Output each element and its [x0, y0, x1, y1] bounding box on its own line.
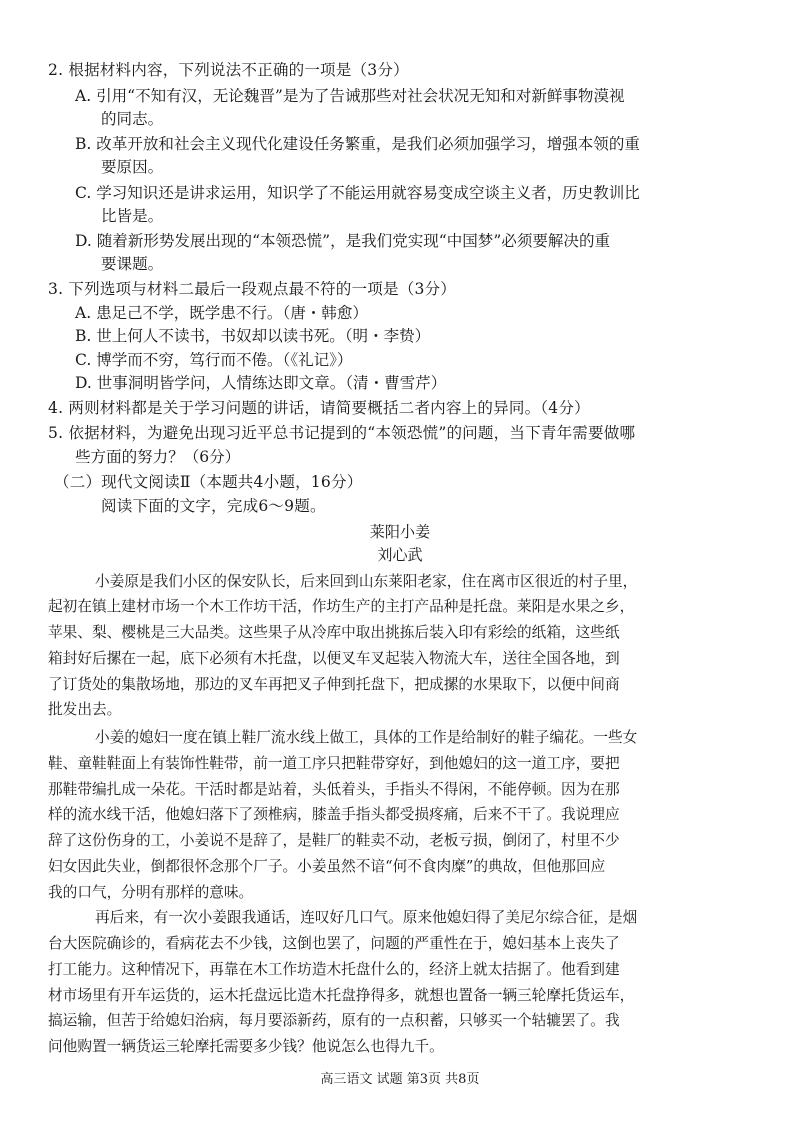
paragraph-3-line: 再后来，有一次小姜跟我通话，连叹好几口气。原来他媳妇得了美尼尔综合征，是烟	[95, 909, 638, 927]
question-3-option-b: B. 世上何人不读书，书奴却以读书死。（明・李贽）	[75, 327, 431, 346]
question-2-option-c: C. 学习知识还是讲求运用，知识学了不能运用就容易变成空谈主义者，历史教训比	[75, 184, 640, 203]
question-2-option-a-cont: 的同志。	[101, 110, 164, 129]
paragraph-2-line: 我的口气，分明有那样的意味。	[48, 883, 254, 901]
article-title: 莱阳小姜	[369, 522, 431, 541]
paragraph-3-line: 搞运输，但苦于给媳妇治病，每月要添新药，原有的一点积蓄，只够买一个轱辘罢了。我	[48, 1012, 620, 1030]
section-instruction: 阅读下面的文字，完成6～9题。	[101, 496, 326, 515]
question-3-option-a: A. 患足己不学，既学患不行。（唐・韩愈）	[75, 304, 368, 323]
question-2-option-b: B. 改革开放和社会主义现代化建设任务繁重，是我们必须加强学习，增强本领的重	[75, 135, 640, 154]
question-5-stem: 5. 依据材料，为避免出现习近平总书记提到的“本领恐慌”的问题，当下青年需要做哪	[48, 424, 636, 443]
paragraph-2-line: 样的流水线干活，他媳妇落下了颈椎病，膝盖手指头都受损疼痛，后来不干了。我说理应	[48, 806, 620, 824]
paragraph-2-line: 小姜的媳妇一度在镇上鞋厂流水线上做工，具体的工作是给制好的鞋子编花。一些女	[95, 729, 638, 747]
paragraph-3-line: 问他购置一辆货运三轮摩托需要多少钱？他说怎么也得九千。	[48, 1038, 444, 1056]
paragraph-1-line: 小姜原是我们小区的保安队长，后来回到山东莱阳老家，住在离市区很近的村子里，	[95, 572, 638, 590]
question-2-option-a: A. 引用“不知有汉，无论魏晋”是为了告诫那些对社会状况无知和对新鲜事物漠视	[75, 87, 625, 106]
page-footer: 高三语文 试题 第3页 共8页	[320, 1072, 480, 1087]
paragraph-2-line: 那鞋带编扎成一朵花。干活时都是站着，头低着头，手指头不得闲，不能停顿。因为在那	[48, 780, 620, 798]
paragraph-1-line: 了订货处的集散场地，那边的叉车再把叉子伸到托盘下，把成摞的水果取下，以便中间商	[48, 675, 620, 693]
section-heading: （二）现代文阅读Ⅱ（本题共4小题，16分）	[54, 472, 363, 491]
question-2-option-c-cont: 比皆是。	[101, 207, 164, 226]
paragraph-2-line: 妇女因此失业，倒都很怀念那个厂子。小姜虽然不谙“何不食肉糜”的典故，但他那回应	[48, 857, 606, 875]
paragraph-1-line: 起初在镇上建材市场一个木工作坊干活，作坊生产的主打产品种是托盘。莱阳是水果之乡，	[48, 598, 635, 616]
paragraph-1-line: 苹果、梨、樱桃是三大品类。这些果子从冷库中取出挑拣后装入印有彩绘的纸箱，这些纸	[48, 624, 620, 642]
question-3-option-c: C. 博学而不穷，笃行而不倦。（《礼记》）	[75, 351, 353, 370]
paragraph-3-line: 打工能力。这种情况下，再靠在木工作坊造木托盘什么的，经济上就太拮据了。他看到建	[48, 960, 620, 978]
paragraph-1-line: 箱封好后摞在一起，底下必须有木托盘，以便叉车叉起装入物流大车，送往全国各地，到	[48, 649, 620, 667]
paragraph-3-line: 台大医院确诊的，看病花去不少钱，这倒也罢了，问题的严重性在于，媳妇基本上丧失了	[48, 935, 620, 953]
question-5-stem-cont: 些方面的努力？（6分）	[75, 448, 241, 467]
article-author: 刘心武	[377, 545, 423, 564]
question-3-option-d: D. 世事洞明皆学问，人情练达即文章。（清・曹雪芹）	[75, 374, 447, 393]
paragraph-2-line: 辞了这份伤身的工，小姜说不是辞了，是鞋厂的鞋卖不动，老板亏损，倒闭了，村里不少	[48, 832, 620, 850]
question-2-option-d: D. 随着新形势发展出现的“本领恐慌”，是我们党实现“中国梦”必须要解决的重	[75, 232, 611, 251]
paragraph-3-line: 材市场里有开车运货的，运木托盘远比造木托盘挣得多，就想也置备一辆三轮摩托货运车，	[48, 986, 635, 1004]
question-2-stem: 2. 根据材料内容，下列说法不正确的一项是（3分）	[48, 60, 409, 79]
question-2-option-b-cont: 要原因。	[101, 158, 164, 177]
paragraph-1-line: 批发出去。	[48, 701, 122, 719]
paragraph-2-line: 鞋、童鞋鞋面上有装饰性鞋带，前一道工序只把鞋带穿好，到他媳妇的这一道工序，要把	[48, 754, 620, 772]
question-2-option-d-cont: 要课题。	[101, 255, 164, 274]
question-3-stem: 3. 下列选项与材料二最后一段观点最不符的一项是（3分）	[48, 280, 456, 299]
question-4-stem: 4. 两则材料都是关于学习问题的讲话，请简要概括二者内容上的异同。（4分）	[48, 399, 590, 418]
